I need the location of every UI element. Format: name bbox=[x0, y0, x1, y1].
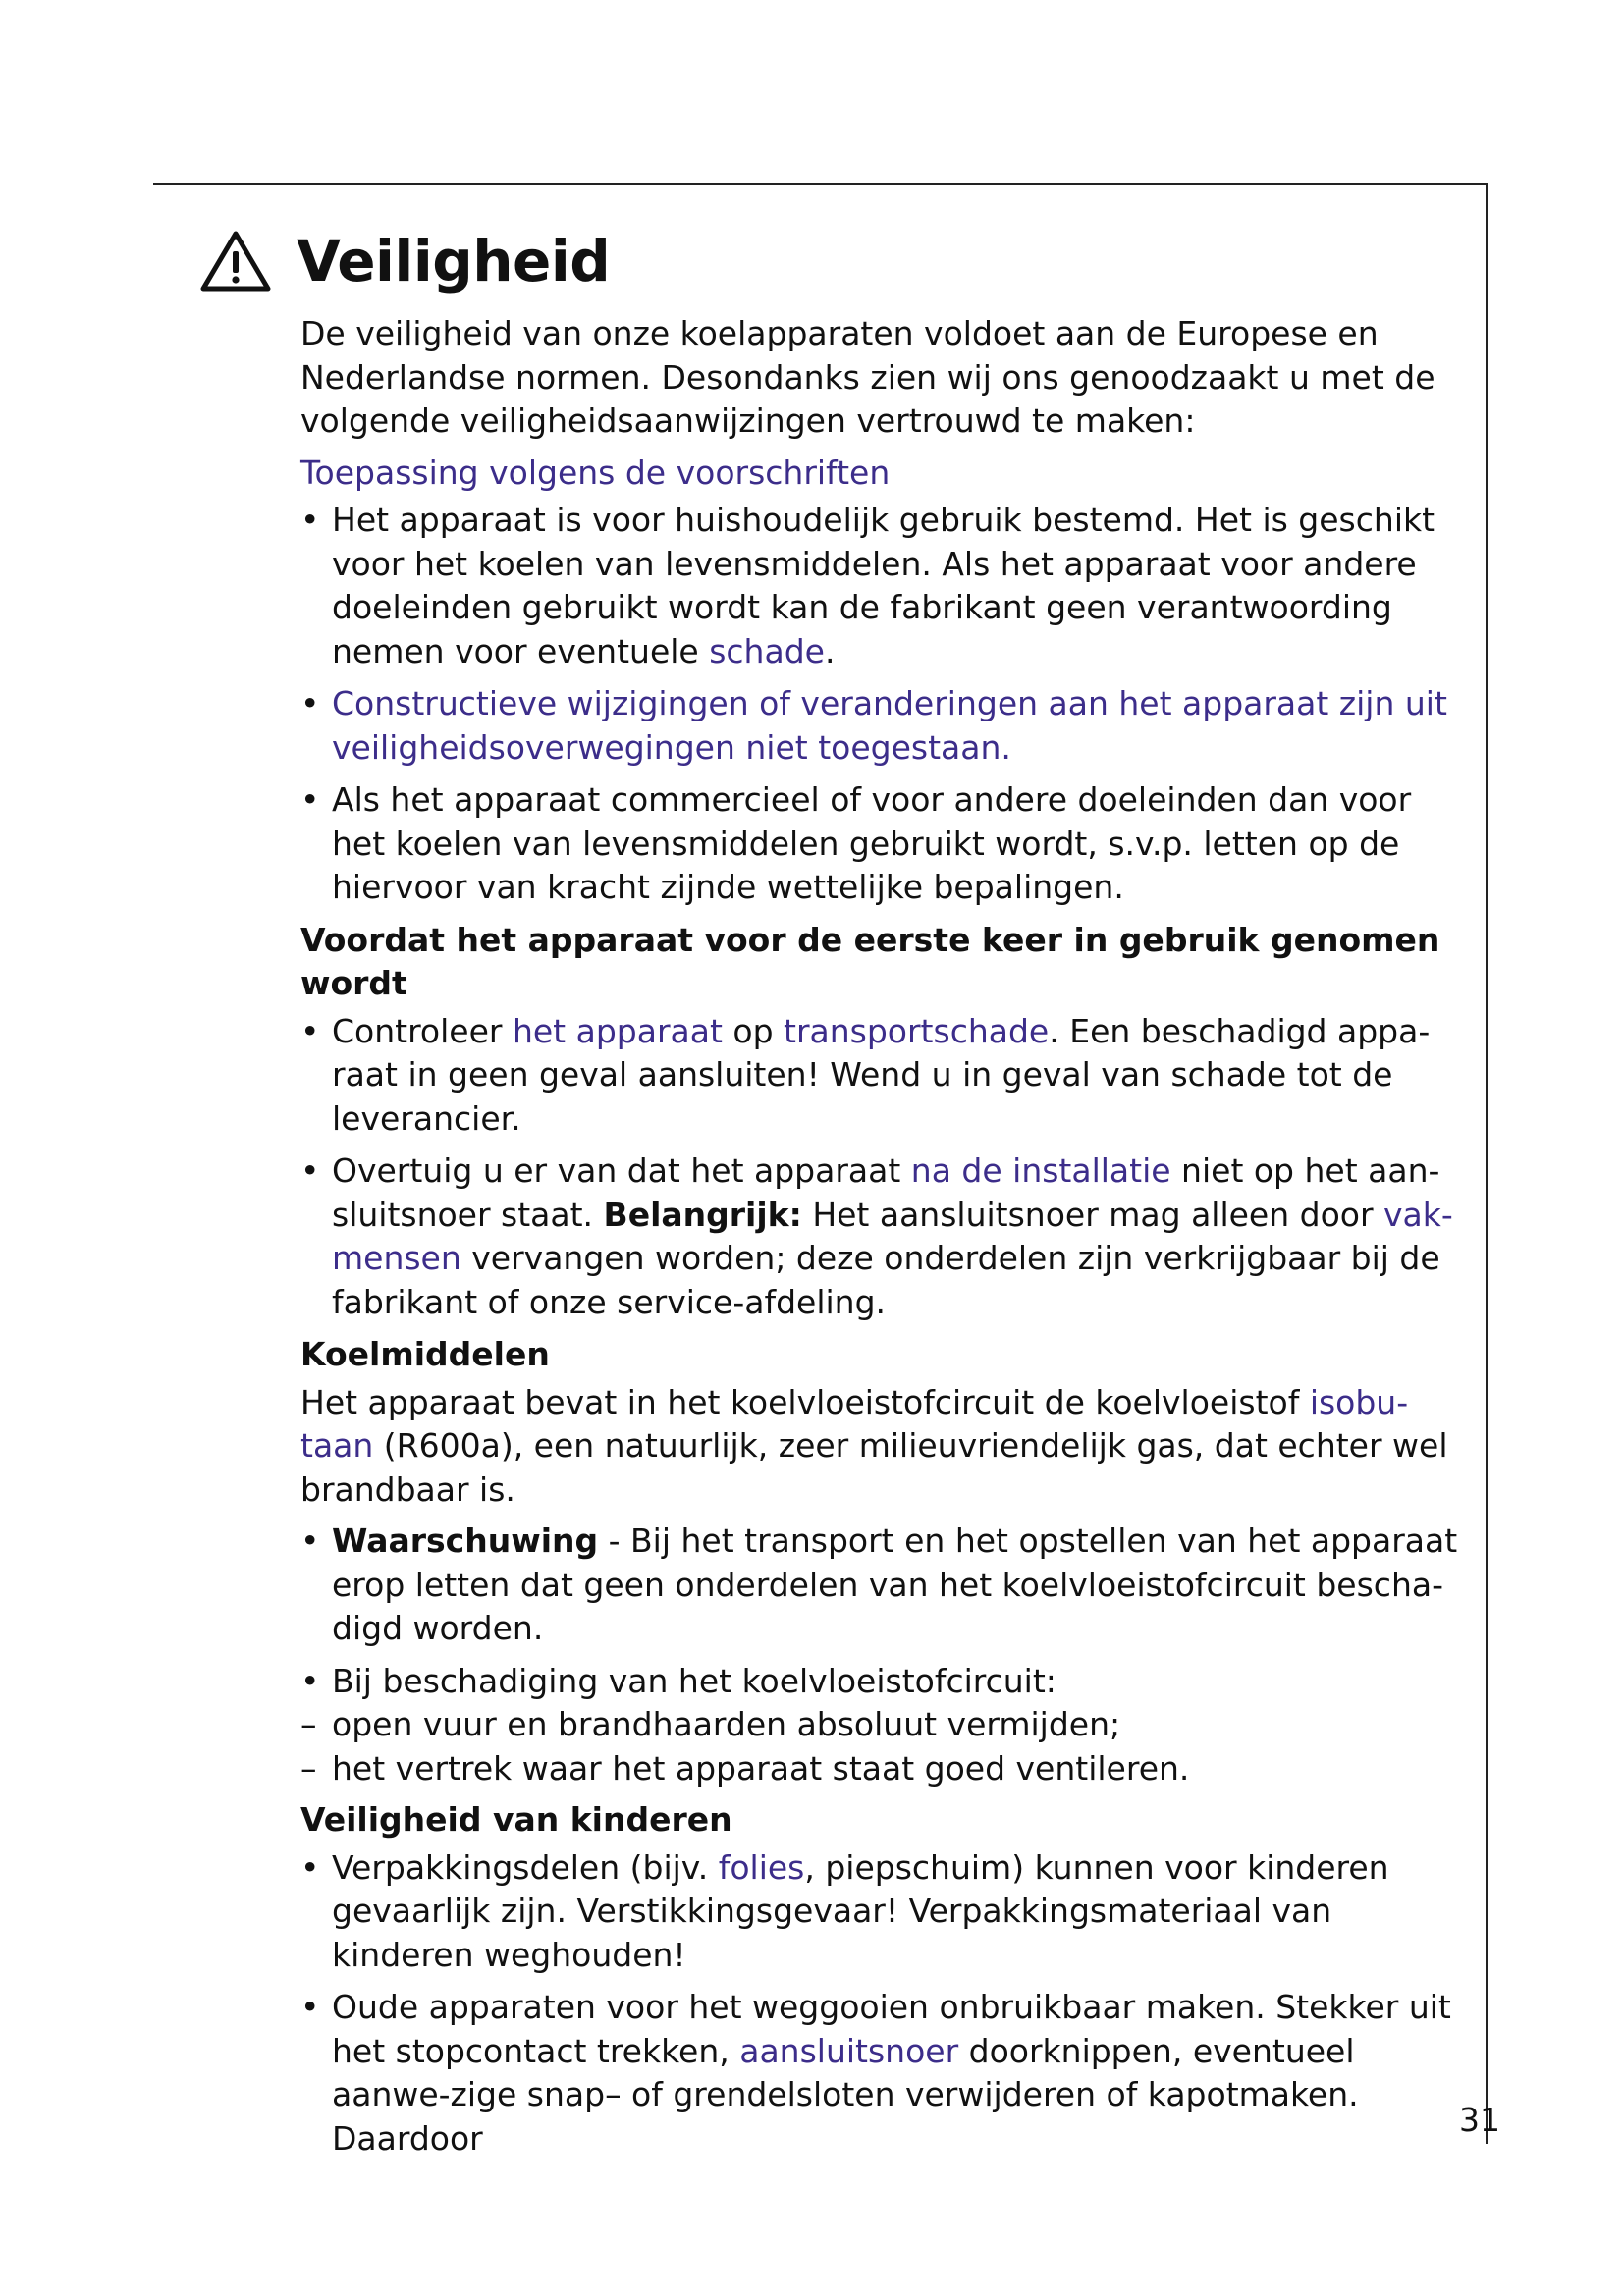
list-item: • Constructieve wijzigingen of veranderingen aan het apparaat zijn uit veiligheidsoverwegingen niet toegestaan. bbox=[300, 684, 1447, 767]
bullet-icon: • bbox=[300, 1522, 320, 1560]
section-heading-refrigerant: Koelmiddelen bbox=[300, 1335, 550, 1373]
list-item: • Overtuig u er van dat het apparaat na de installatie niet op het aan-sluitsnoer staat. Belangrijk: Het aansluitsnoer mag alleen door vak-mensen vervangen worden; deze onderdelen zijn verkrijgbaar bij de fabrikant of onze service-afdeling. bbox=[300, 1151, 1453, 1321]
page-title: Veiligheid bbox=[297, 228, 611, 294]
list-item: • Bij beschadiging van het koelvloeistofcircuit: bbox=[300, 1660, 1464, 1704]
dash-icon: – bbox=[300, 1705, 317, 1743]
intro-line: De veiligheid van onze koelapparaten voldoet aan de Europese en bbox=[300, 314, 1379, 352]
refrigerant-list bbox=[300, 1520, 1464, 1703]
page-number: 31 bbox=[1459, 2101, 1500, 2139]
intro-line: volgende veiligheidsaanwijzingen vertrouwd te maken: bbox=[300, 401, 1196, 440]
top-rule bbox=[153, 183, 1487, 185]
intro-line: Nederlandse normen. Desondanks zien wij ons genoodzaakt u met de bbox=[300, 357, 1435, 397]
usage-list bbox=[300, 499, 1464, 910]
bullet-icon: • bbox=[300, 1661, 320, 1700]
title-row bbox=[200, 222, 610, 300]
bullet-icon: • bbox=[300, 501, 320, 539]
list-item: • Als het apparaat commercieel of voor andere doeleinden dan voor het koelen van levensmiddelen gebruikt wordt, s.v.p. letten op de hiervoor van kracht zijnde wettelijke bepalingen. bbox=[300, 780, 1412, 906]
list-item: • Verpakkingsdelen (bijv. folies, piepschuim) kunnen voor kinderen gevaarlijk zijn. Verstikkingsgevaar! Verpakkingsmateriaal van kinderen weghouden! bbox=[300, 1847, 1389, 1974]
bullet-icon: • bbox=[300, 1988, 320, 2026]
dash-item: – open vuur en brandhaarden absoluut vermijden; bbox=[300, 1703, 1464, 1747]
children-list bbox=[300, 1846, 1464, 2162]
list-item: • Controleer het apparaat op transportschade. Een beschadigd appa-raat in geen geval aansluiten! Wend u in geval van schade tot de leverancier. bbox=[300, 1011, 1431, 1138]
first-use-list bbox=[300, 1010, 1464, 1325]
dash-item: – het vertrek waar het apparaat staat goed ventileren. bbox=[300, 1747, 1464, 1791]
dash-icon: – bbox=[300, 1748, 317, 1788]
warning-triangle-icon bbox=[200, 230, 271, 293]
right-rule bbox=[1486, 183, 1488, 2144]
document-body bbox=[300, 312, 1464, 2169]
list-item: • Waarschuwing - Bij het transport en het opstellen van het apparaat erop letten dat geen onderdelen van het koelvloeistofcircuit bescha-digd worden. bbox=[300, 1522, 1458, 1647]
bullet-icon: • bbox=[300, 1011, 320, 1050]
bullet-icon: • bbox=[300, 684, 320, 722]
section-heading-usage: Toepassing volgens de voorschriften bbox=[300, 453, 891, 492]
section-heading-first-use: Voordat het apparaat voor de eerste keer in gebruik genomen wordt bbox=[300, 920, 1440, 1002]
list-item: • Het apparaat is voor huishoudelijk gebruik bestemd. Het is geschikt voor het koelen van levensmiddelen. Als het apparaat voor andere doeleinden gebruikt wordt kan de fabrikant geen verantwoording nemen voor eventuele schade. bbox=[300, 501, 1435, 670]
intro-paragraph bbox=[300, 312, 1464, 444]
list-item: • Oude apparaten voor het weggooien onbruikbaar maken. Stekker uit het stopcontact trekken, aansluitsnoer doorknippen, eventueel aanwe-zige snap– of grendelsloten verwijderen of kapotmaken. Daardoor bbox=[300, 1988, 1451, 2158]
bullet-icon: • bbox=[300, 1151, 320, 1190]
refrigerant-paragraph: Het apparaat bevat in het koelvloeistofcircuit de koelvloeistof isobu-taan (R600a), een natuurlijk, zeer milieuvriendelijk gas, dat echter wel brandbaar is. bbox=[300, 1382, 1448, 1509]
bullet-icon: • bbox=[300, 780, 320, 819]
section-heading-children: Veiligheid van kinderen bbox=[300, 1800, 732, 1839]
bullet-icon: • bbox=[300, 1847, 320, 1887]
